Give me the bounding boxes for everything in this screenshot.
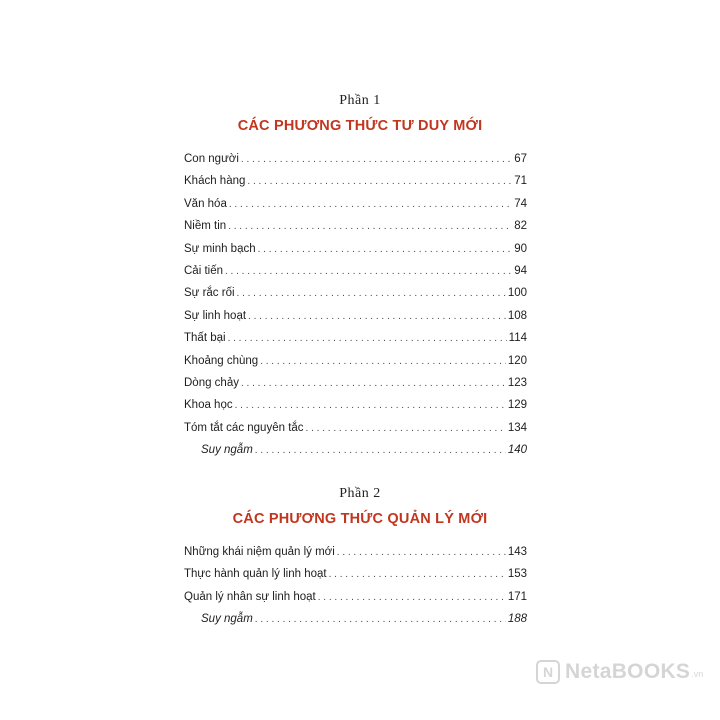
toc-entry-label: Suy ngẫm bbox=[201, 444, 253, 457]
toc-entry-page: 129 bbox=[507, 399, 527, 412]
toc-entry-label: Sự minh bạch bbox=[184, 242, 256, 255]
dot-leader bbox=[247, 171, 512, 193]
part-1-title: CÁC PHƯƠNG THỨC TƯ DUY MỚI bbox=[237, 118, 483, 134]
dot-leader bbox=[258, 239, 513, 261]
toc-entry bbox=[184, 563, 527, 585]
dot-leader bbox=[228, 328, 507, 350]
toc-entry bbox=[184, 586, 527, 608]
toc-entry-page: 123 bbox=[507, 376, 527, 389]
toc-entry-reflection bbox=[184, 608, 527, 630]
toc-entry-reflection bbox=[184, 439, 527, 461]
toc-entry-label: Sự linh hoạt bbox=[184, 309, 247, 322]
toc-entry bbox=[184, 238, 527, 260]
dot-leader bbox=[241, 373, 506, 395]
toc-entry-page: 114 bbox=[508, 332, 527, 345]
part-1-heading: Phần 1 bbox=[339, 93, 381, 108]
toc-entry-label: Khách hàng bbox=[184, 175, 246, 188]
toc-entry bbox=[184, 394, 527, 416]
toc-entry bbox=[184, 327, 527, 349]
watermark-suffix: .vn bbox=[691, 669, 704, 679]
part-2-toc bbox=[184, 541, 527, 631]
dot-leader bbox=[235, 395, 506, 417]
toc-entry-label: Niềm tin bbox=[184, 220, 227, 233]
dot-leader bbox=[318, 587, 506, 609]
toc-entry-label: Những khái niệm quản lý mới bbox=[184, 546, 335, 558]
dot-leader bbox=[260, 351, 506, 373]
toc-entry-page: 94 bbox=[514, 264, 527, 277]
toc-entry-page: 188 bbox=[507, 613, 527, 626]
toc-entry-page: 108 bbox=[507, 309, 527, 322]
toc-entry bbox=[184, 372, 527, 394]
toc-entry-label: Khoảng chùng bbox=[184, 354, 259, 367]
toc-entry bbox=[184, 541, 527, 563]
toc-entry-page: 100 bbox=[507, 287, 527, 300]
toc-entry-label: Khoa học bbox=[184, 399, 233, 412]
toc-entry bbox=[184, 215, 527, 237]
toc-entry bbox=[184, 305, 527, 327]
toc-entry bbox=[184, 417, 527, 439]
dot-leader bbox=[229, 194, 512, 216]
toc-entry-page: 120 bbox=[507, 354, 527, 367]
dot-leader bbox=[237, 283, 506, 305]
part-2-heading: Phần 2 bbox=[339, 486, 381, 501]
dot-leader bbox=[337, 542, 506, 564]
toc-entry-label: Sự rắc rối bbox=[184, 287, 235, 300]
toc-entry-label: Thực hành quản lý linh hoạt bbox=[184, 568, 327, 581]
dot-leader bbox=[228, 216, 512, 238]
toc-entry-label: Suy ngẫm bbox=[201, 613, 253, 626]
dot-leader bbox=[241, 149, 512, 171]
toc-entry-page: 82 bbox=[514, 220, 527, 233]
toc-entry-page: 140 bbox=[507, 444, 527, 457]
netabooks-logo-icon: N bbox=[536, 660, 560, 684]
dot-leader bbox=[255, 609, 506, 631]
part-2-title: CÁC PHƯƠNG THỨC QUẢN LÝ MỚI bbox=[232, 511, 488, 527]
toc-entry-page: 90 bbox=[514, 242, 527, 255]
toc-entry-page: 67 bbox=[514, 153, 527, 165]
toc-entry-label: Tóm tắt các nguyên tắc bbox=[184, 421, 304, 434]
dot-leader bbox=[329, 564, 506, 586]
toc-entry-page: 143 bbox=[507, 546, 527, 558]
toc-entry bbox=[184, 193, 527, 215]
toc-entry-label: Cải tiến bbox=[184, 264, 223, 277]
dot-leader bbox=[248, 306, 506, 328]
toc-entry bbox=[184, 282, 527, 304]
dot-leader bbox=[225, 261, 512, 283]
toc-entry-page: 74 bbox=[514, 197, 527, 210]
toc-entry-page: 134 bbox=[507, 421, 527, 434]
toc-entry-page: 171 bbox=[507, 590, 527, 603]
part-1-toc bbox=[184, 148, 527, 461]
toc-entry-label: Quản lý nhân sự linh hoạt bbox=[184, 590, 316, 603]
toc-entry bbox=[184, 170, 527, 192]
toc-entry-label: Con người bbox=[184, 153, 239, 165]
toc-entry bbox=[184, 260, 527, 282]
dot-leader bbox=[306, 418, 506, 440]
toc-entry-page: 153 bbox=[507, 568, 527, 581]
toc-entry-page: 71 bbox=[514, 175, 527, 188]
watermark-logo bbox=[536, 660, 703, 684]
toc-entry-label: Văn hóa bbox=[184, 197, 227, 210]
toc-entry-label: Thất bại bbox=[184, 332, 226, 345]
toc-entry bbox=[184, 350, 527, 372]
dot-leader bbox=[255, 440, 506, 462]
toc-entry-label: Dòng chảy bbox=[184, 376, 239, 389]
watermark-text: NetaBOOKS bbox=[565, 660, 691, 683]
toc-entry bbox=[184, 148, 527, 170]
